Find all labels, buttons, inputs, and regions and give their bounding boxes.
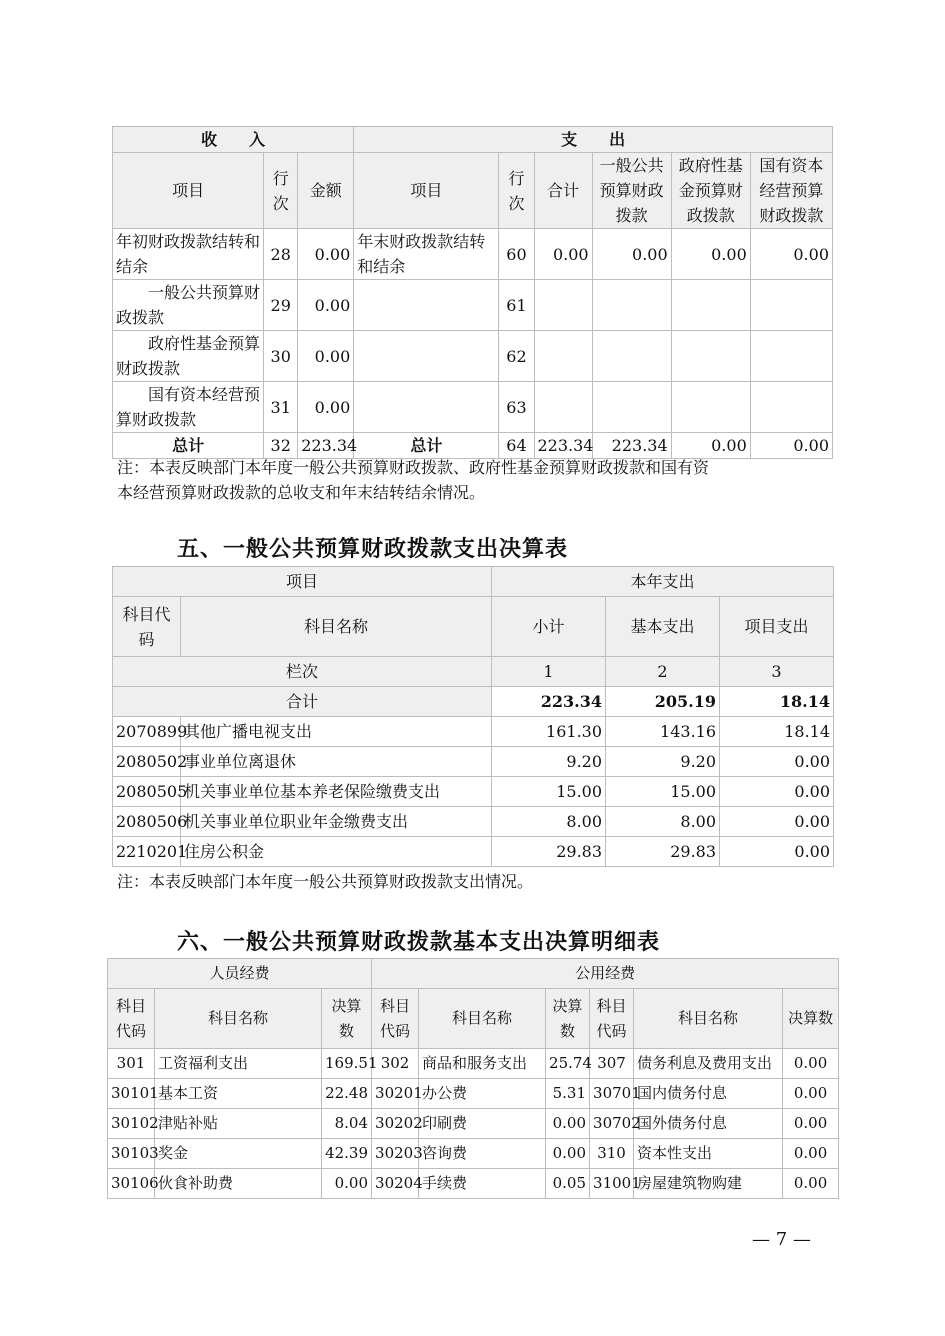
project-value: 0.00 bbox=[720, 807, 834, 837]
total-basic: 205.19 bbox=[606, 687, 720, 717]
expense-state bbox=[750, 331, 832, 382]
amount: 42.39 bbox=[322, 1139, 372, 1169]
subject-code: 30701 bbox=[590, 1079, 634, 1109]
amount: 0.00 bbox=[546, 1109, 590, 1139]
income-item: 年初财政拨款结转和结余 bbox=[113, 229, 264, 280]
expense-total bbox=[534, 382, 592, 433]
subject-code: 2080505 bbox=[113, 777, 181, 807]
header-general-budget: 一般公共预算财政拨款 bbox=[592, 153, 671, 229]
income-sum-amount: 223.34 bbox=[298, 433, 354, 459]
header-item: 项目 bbox=[113, 153, 264, 229]
header-subtotal: 小计 bbox=[492, 597, 606, 657]
header-total: 合计 bbox=[534, 153, 592, 229]
header-code: 科目代码 bbox=[108, 989, 155, 1049]
subject-code: 307 bbox=[590, 1049, 634, 1079]
total-label: 合计 bbox=[113, 687, 492, 717]
expense-state bbox=[750, 382, 832, 433]
amount: 22.48 bbox=[322, 1079, 372, 1109]
project-value: 0.00 bbox=[720, 837, 834, 867]
header-item: 项目 bbox=[354, 153, 499, 229]
amount: 0.00 bbox=[546, 1139, 590, 1169]
expense-item bbox=[354, 331, 499, 382]
income-amount: 0.00 bbox=[298, 280, 354, 331]
subject-name: 办公费 bbox=[419, 1079, 546, 1109]
subject-name: 手续费 bbox=[419, 1169, 546, 1199]
table-row bbox=[113, 280, 833, 331]
income-amount: 0.00 bbox=[298, 229, 354, 280]
subtotal-value: 8.00 bbox=[492, 807, 606, 837]
subject-name: 咨询费 bbox=[419, 1139, 546, 1169]
page-number: — 7 — bbox=[752, 1229, 811, 1250]
subject-code: 31001 bbox=[590, 1169, 634, 1199]
header-amount: 决算数 bbox=[322, 989, 372, 1049]
income-row-no: 30 bbox=[264, 331, 298, 382]
amount: 169.51 bbox=[322, 1049, 372, 1079]
expense-sum-general: 223.34 bbox=[592, 433, 671, 459]
table-row bbox=[113, 382, 833, 433]
expense-item bbox=[354, 382, 499, 433]
subject-name: 机关事业单位基本养老保险缴费支出 bbox=[181, 777, 492, 807]
income-amount: 0.00 bbox=[298, 382, 354, 433]
income-item: 一般公共预算财政拨款 bbox=[113, 280, 264, 331]
header-row-no: 行次 bbox=[499, 153, 534, 229]
table-row bbox=[113, 229, 833, 280]
table-row bbox=[113, 717, 834, 747]
table-row bbox=[108, 1169, 839, 1199]
expense-sum-fund: 0.00 bbox=[671, 433, 750, 459]
subject-name: 国内债务付息 bbox=[634, 1079, 783, 1109]
subtotal-value: 9.20 bbox=[492, 747, 606, 777]
table-row bbox=[108, 1049, 839, 1079]
column-number: 1 bbox=[492, 657, 606, 687]
header-code: 科目代码 bbox=[590, 989, 634, 1049]
subject-code: 30702 bbox=[590, 1109, 634, 1139]
expense-fund bbox=[671, 382, 750, 433]
income-row-no: 28 bbox=[264, 229, 298, 280]
subject-name: 伙食补助费 bbox=[155, 1169, 322, 1199]
basic-value: 9.20 bbox=[606, 747, 720, 777]
subject-code: 30202 bbox=[372, 1109, 419, 1139]
subject-code: 2070899 bbox=[113, 717, 181, 747]
column-number: 3 bbox=[720, 657, 834, 687]
table-row bbox=[113, 837, 834, 867]
expense-row-no: 61 bbox=[499, 280, 534, 331]
expense-general bbox=[592, 382, 671, 433]
income-expense-table bbox=[112, 126, 833, 459]
general-budget-expense-table bbox=[112, 566, 834, 867]
income-row-no: 31 bbox=[264, 382, 298, 433]
income-header: 收 入 bbox=[113, 127, 354, 153]
header-row-no: 行次 bbox=[264, 153, 298, 229]
total-subtotal: 223.34 bbox=[492, 687, 606, 717]
table4-note-line2: 本经营预算财政拨款的总收支和年末结转结余情况。 bbox=[117, 483, 486, 502]
expense-item: 年末财政拨款结转和结余 bbox=[354, 229, 499, 280]
project-value: 18.14 bbox=[720, 717, 834, 747]
expense-fund: 0.00 bbox=[671, 229, 750, 280]
header-state-budget: 国有资本经营预算财政拨款 bbox=[750, 153, 832, 229]
total-row bbox=[113, 687, 834, 717]
section-6-title: 六、一般公共预算财政拨款基本支出决算明细表 bbox=[177, 930, 661, 955]
subject-name: 国外债务付息 bbox=[634, 1109, 783, 1139]
header-basic: 基本支出 bbox=[606, 597, 720, 657]
subject-name: 奖金 bbox=[155, 1139, 322, 1169]
subject-code: 30106 bbox=[108, 1169, 155, 1199]
subject-name: 印刷费 bbox=[419, 1109, 546, 1139]
header-name: 科目名称 bbox=[155, 989, 322, 1049]
expense-state: 0.00 bbox=[750, 229, 832, 280]
header-item: 项目 bbox=[113, 567, 492, 597]
subject-code: 30101 bbox=[108, 1079, 155, 1109]
header-name: 科目名称 bbox=[181, 597, 492, 657]
amount: 25.74 bbox=[546, 1049, 590, 1079]
header-name: 科目名称 bbox=[634, 989, 783, 1049]
income-row-no: 29 bbox=[264, 280, 298, 331]
expense-total: 0.00 bbox=[534, 229, 592, 280]
expense-row-no: 64 bbox=[499, 433, 534, 459]
header-fund-budget: 政府性基金预算财政拨款 bbox=[671, 153, 750, 229]
subject-code: 30203 bbox=[372, 1139, 419, 1169]
expense-fund bbox=[671, 280, 750, 331]
basic-value: 29.83 bbox=[606, 837, 720, 867]
table5-note: 注：本表反映部门本年度一般公共预算财政拨款支出情况。 bbox=[117, 872, 534, 891]
subject-code: 2080506 bbox=[113, 807, 181, 837]
subtotal-value: 15.00 bbox=[492, 777, 606, 807]
expense-general: 0.00 bbox=[592, 229, 671, 280]
header-project: 项目支出 bbox=[720, 597, 834, 657]
subject-name: 津贴补贴 bbox=[155, 1109, 322, 1139]
amount: 0.00 bbox=[783, 1109, 839, 1139]
expense-sum-label: 总计 bbox=[354, 433, 499, 459]
table-row bbox=[113, 807, 834, 837]
expense-fund bbox=[671, 331, 750, 382]
amount: 0.00 bbox=[783, 1169, 839, 1199]
subject-code: 2210201 bbox=[113, 837, 181, 867]
column-number-label: 栏次 bbox=[113, 657, 492, 687]
amount: 5.31 bbox=[546, 1079, 590, 1109]
expense-row-no: 63 bbox=[499, 382, 534, 433]
subject-code: 30102 bbox=[108, 1109, 155, 1139]
basic-expense-detail-table bbox=[107, 958, 839, 1199]
table-row bbox=[108, 1139, 839, 1169]
subject-name: 工资福利支出 bbox=[155, 1049, 322, 1079]
amount: 0.00 bbox=[322, 1169, 372, 1199]
expense-general bbox=[592, 331, 671, 382]
amount: 0.00 bbox=[783, 1049, 839, 1079]
expense-row-no: 60 bbox=[499, 229, 534, 280]
subject-name: 房屋建筑物购建 bbox=[634, 1169, 783, 1199]
income-row-no: 32 bbox=[264, 433, 298, 459]
subject-code: 2080502 bbox=[113, 747, 181, 777]
expense-state bbox=[750, 280, 832, 331]
subject-name: 机关事业单位职业年金缴费支出 bbox=[181, 807, 492, 837]
total-project: 18.14 bbox=[720, 687, 834, 717]
header-code: 科目代码 bbox=[113, 597, 181, 657]
income-item: 政府性基金预算财政拨款 bbox=[113, 331, 264, 382]
header-name: 科目名称 bbox=[419, 989, 546, 1049]
header-public: 公用经费 bbox=[372, 959, 839, 989]
table-row bbox=[113, 777, 834, 807]
subject-name: 住房公积金 bbox=[181, 837, 492, 867]
header-amount: 决算数 bbox=[783, 989, 839, 1049]
expense-general bbox=[592, 280, 671, 331]
header-personnel: 人员经费 bbox=[108, 959, 372, 989]
expense-header: 支 出 bbox=[354, 127, 833, 153]
subject-code: 30103 bbox=[108, 1139, 155, 1169]
expense-sum-state: 0.00 bbox=[750, 433, 832, 459]
column-number: 2 bbox=[606, 657, 720, 687]
subject-code: 30201 bbox=[372, 1079, 419, 1109]
section-5-title: 五、一般公共预算财政拨款支出决算表 bbox=[177, 537, 569, 562]
subject-name: 其他广播电视支出 bbox=[181, 717, 492, 747]
table-row bbox=[113, 747, 834, 777]
subject-name: 基本工资 bbox=[155, 1079, 322, 1109]
header-amount: 金额 bbox=[298, 153, 354, 229]
expense-total bbox=[534, 331, 592, 382]
subject-name: 债务利息及费用支出 bbox=[634, 1049, 783, 1079]
subject-code: 302 bbox=[372, 1049, 419, 1079]
expense-sum-total: 223.34 bbox=[534, 433, 592, 459]
table-row bbox=[108, 1079, 839, 1109]
basic-value: 8.00 bbox=[606, 807, 720, 837]
project-value: 0.00 bbox=[720, 777, 834, 807]
amount: 0.00 bbox=[783, 1139, 839, 1169]
subject-code: 310 bbox=[590, 1139, 634, 1169]
table4-note-line1: 注：本表反映部门本年度一般公共预算财政拨款、政府性基金预算财政拨款和国有资 bbox=[117, 458, 710, 477]
expense-item bbox=[354, 280, 499, 331]
income-item: 国有资本经营预算财政拨款 bbox=[113, 382, 264, 433]
subject-name: 商品和服务支出 bbox=[419, 1049, 546, 1079]
header-code: 科目代码 bbox=[372, 989, 419, 1049]
expense-total bbox=[534, 280, 592, 331]
basic-value: 15.00 bbox=[606, 777, 720, 807]
subtotal-value: 29.83 bbox=[492, 837, 606, 867]
amount: 0.00 bbox=[783, 1079, 839, 1109]
subject-code: 301 bbox=[108, 1049, 155, 1079]
expense-row-no: 62 bbox=[499, 331, 534, 382]
subject-code: 30204 bbox=[372, 1169, 419, 1199]
subject-name: 事业单位离退休 bbox=[181, 747, 492, 777]
header-amount: 决算数 bbox=[546, 989, 590, 1049]
subject-name: 资本性支出 bbox=[634, 1139, 783, 1169]
amount: 8.04 bbox=[322, 1109, 372, 1139]
table-row bbox=[108, 1109, 839, 1139]
table-row bbox=[113, 331, 833, 382]
header-year-expense: 本年支出 bbox=[492, 567, 834, 597]
basic-value: 143.16 bbox=[606, 717, 720, 747]
income-amount: 0.00 bbox=[298, 331, 354, 382]
amount: 0.05 bbox=[546, 1169, 590, 1199]
income-sum-label: 总计 bbox=[113, 433, 264, 459]
project-value: 0.00 bbox=[720, 747, 834, 777]
subtotal-value: 161.30 bbox=[492, 717, 606, 747]
